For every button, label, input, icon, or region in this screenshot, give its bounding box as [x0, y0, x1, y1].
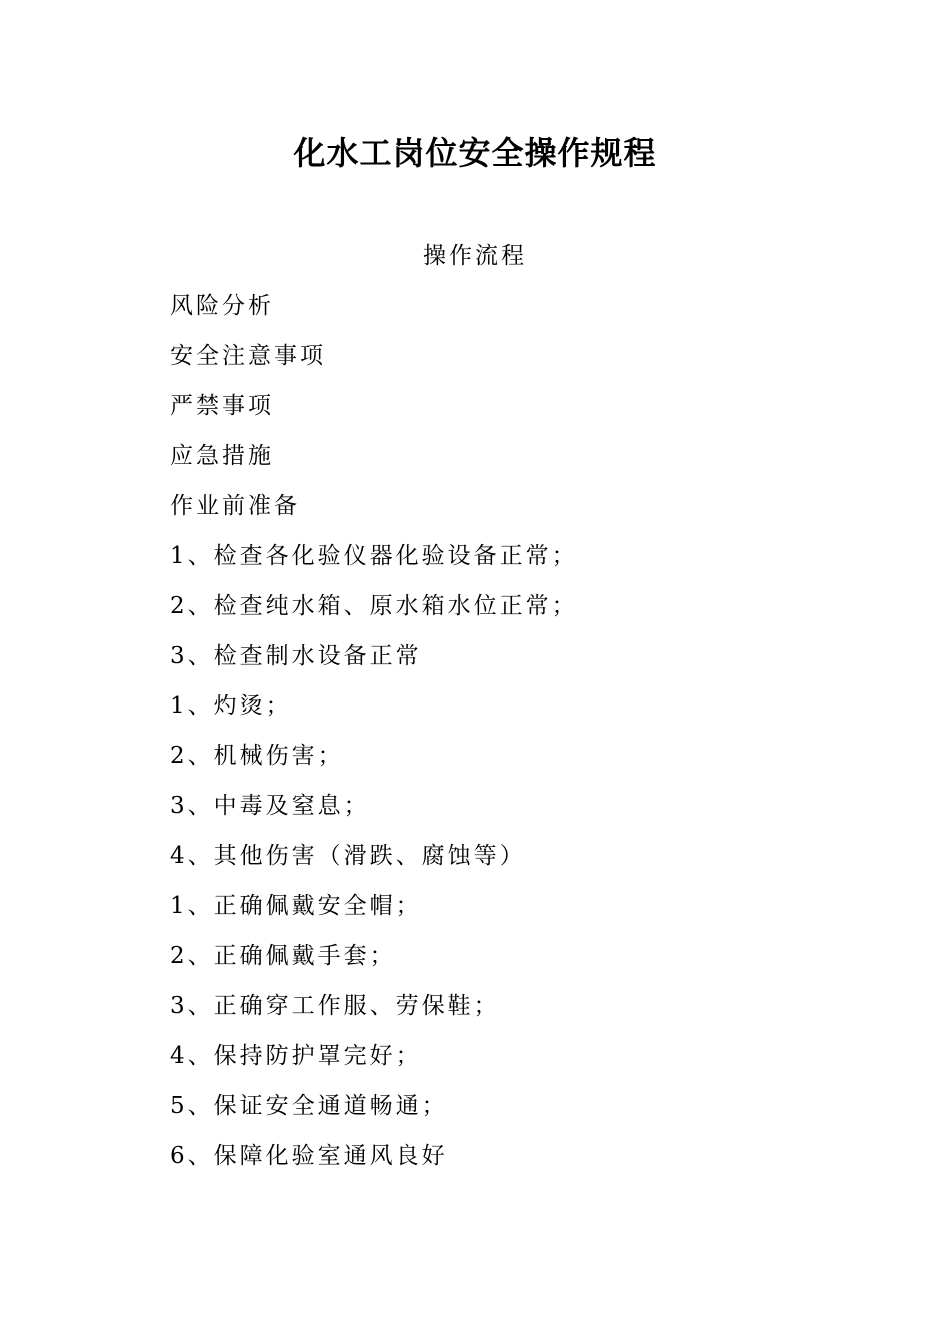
content-lines [170, 286, 890, 1186]
text-line: 5、保证安全通道畅通； [170, 1093, 448, 1119]
text-line: 1、灼烫； [170, 693, 292, 719]
text-line: 严禁事项 [170, 393, 274, 419]
text-line: 4、其他伤害（滑跌、腐蚀等） [170, 843, 526, 869]
text-line: 风险分析 [170, 293, 274, 319]
text-line: 2、检查纯水箱、原水箱水位正常； [170, 593, 578, 619]
section-heading: 操作流程 [423, 243, 527, 269]
text-line: 应急措施 [170, 443, 274, 469]
text-line: 6、保障化验室通风良好 [170, 1143, 448, 1169]
text-line: 3、检查制水设备正常 [170, 643, 422, 669]
text-line: 1、正确佩戴安全帽； [170, 893, 422, 919]
text-line: 安全注意事项 [170, 343, 326, 369]
text-line: 2、正确佩戴手套； [170, 943, 396, 969]
text-line: 2、机械伤害； [170, 743, 344, 769]
text-line: 4、保持防护罩完好； [170, 1043, 422, 1069]
text-line: 3、中毒及窒息； [170, 793, 370, 819]
document-title: 化水工岗位安全操作规程 [293, 134, 657, 172]
text-line: 1、检查各化验仪器化验设备正常； [170, 543, 578, 569]
text-line: 作业前准备 [170, 493, 300, 519]
text-line: 3、正确穿工作服、劳保鞋； [170, 993, 500, 1019]
